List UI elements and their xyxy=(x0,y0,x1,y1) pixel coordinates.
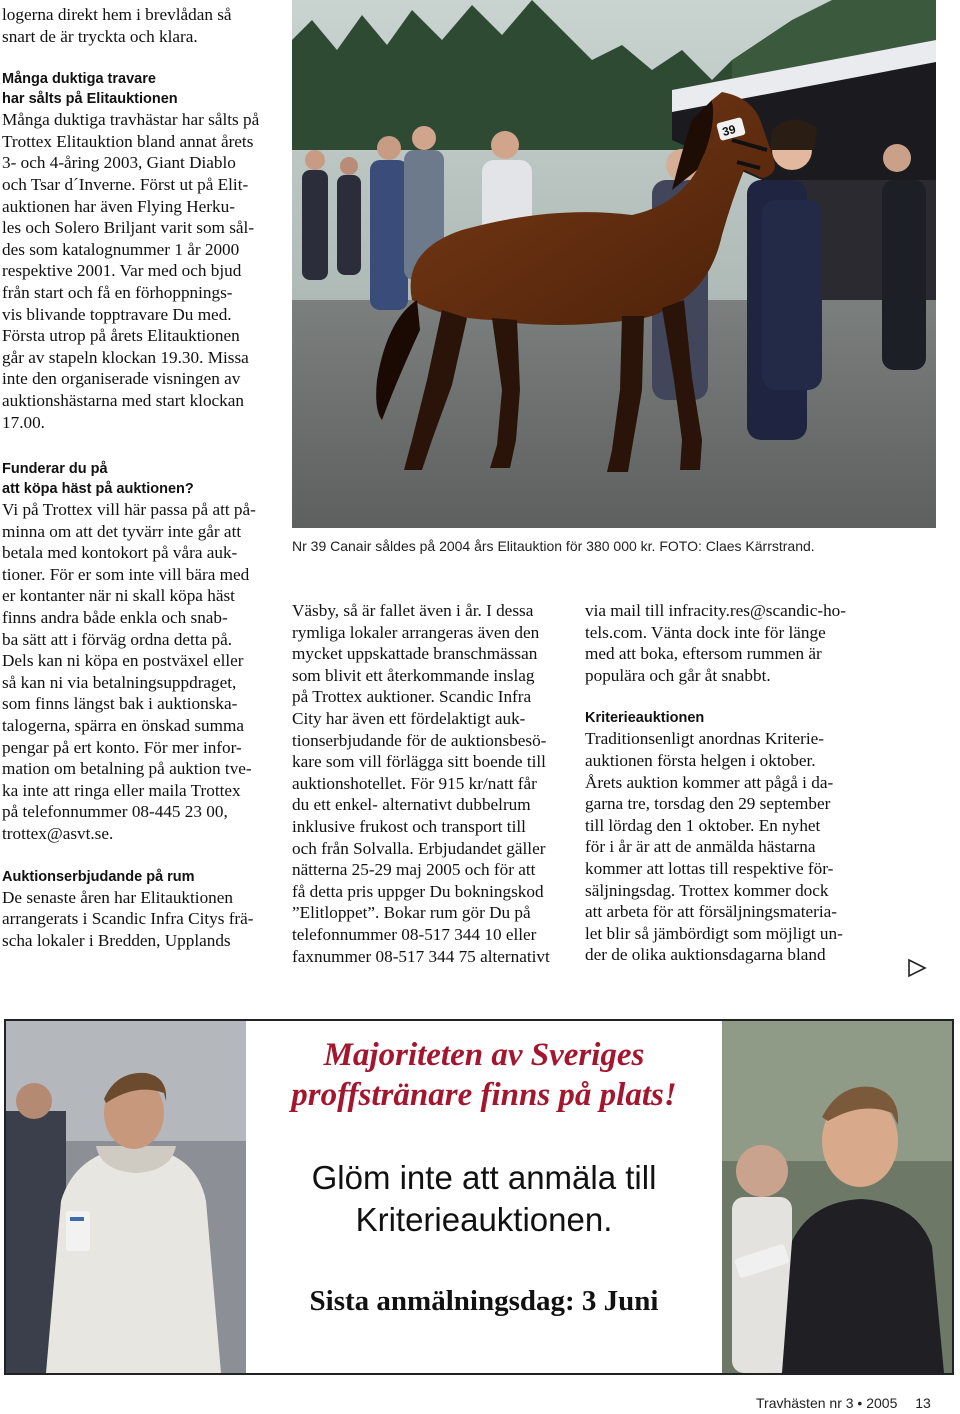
page-footer xyxy=(756,1395,931,1411)
continue-arrow-icon xyxy=(906,957,928,979)
intro-text xyxy=(2,4,274,47)
text-line: tionserbjudande för de auktionsbesö- xyxy=(292,730,547,750)
paragraph xyxy=(2,109,274,433)
text-line: på Trottex auktioner. Scandic Infra xyxy=(292,687,532,707)
text-line: går av stapeln klockan 19.30. Missa xyxy=(2,347,249,367)
publication-name: Travhästen nr 3 xyxy=(756,1395,854,1411)
text-line: till lördag den 1 oktober. En nyhet xyxy=(585,815,821,835)
text-line: kommer att lottas till respektive för- xyxy=(585,858,834,878)
article-column-2 xyxy=(292,600,564,967)
paragraph xyxy=(292,600,564,967)
section-heading xyxy=(2,459,274,499)
text-line: få detta pris uppger Du bokningskod xyxy=(292,881,544,901)
footer-separator: • xyxy=(857,1395,863,1411)
heading-line: Funderar du på xyxy=(2,461,108,478)
section-heading: Kriterieauktionen xyxy=(585,710,705,727)
text-line: populära och går åt snabbt. xyxy=(585,665,771,685)
text-line: pengar på ert konto. För mer infor- xyxy=(2,737,242,757)
text-line: auktionshotellet. För 915 kr/natt får xyxy=(292,773,537,793)
ad-body xyxy=(256,1157,712,1241)
kriterieauktionen-advertisement xyxy=(4,1019,954,1375)
trainer-photo-left xyxy=(6,1021,246,1373)
text-line: tioner. För er som inte vill bära med xyxy=(2,564,250,584)
text-line: som blivit ett återkommande inslag xyxy=(292,665,535,685)
text-line: finns andra både enkla och snab- xyxy=(2,608,228,628)
text-line: nätterna 25-29 maj 2005 och för att xyxy=(292,860,536,880)
ad-headline xyxy=(256,1035,712,1115)
article-column-3 xyxy=(585,600,875,966)
text-line: Vi på Trottex vill här passa på att på- xyxy=(2,500,256,520)
heading-line: att köpa häst på auktionen? xyxy=(2,481,194,498)
text-line: Första utrop på årets Elitauktionen xyxy=(2,326,240,346)
text-line: der de olika auktionsdagarna bland xyxy=(585,945,826,965)
ad-body-line: Glöm inte att anmäla till xyxy=(311,1159,657,1196)
text-line: minna om att det tyvärr inte går att xyxy=(2,521,242,541)
text-line: snart de är tryckta och klara. xyxy=(2,26,198,46)
text-line: let blir så jämbördigt som möjligt un- xyxy=(585,923,843,943)
text-line: auktionshästarna med start klockan xyxy=(2,390,244,410)
text-line: vis blivande topptravare Du med. xyxy=(2,304,232,324)
paragraph xyxy=(2,499,274,845)
paragraph xyxy=(585,728,875,966)
text-line: via mail till infracity.res@scandic-ho- xyxy=(585,601,846,620)
text-line: att arbeta för att försäljningsmateria- xyxy=(585,902,837,922)
text-line: 3- och 4-åring 2003, Giant Diablo xyxy=(2,153,236,173)
text-line: talogerna, spärra en önskad summa xyxy=(2,716,244,736)
text-line: Väsby, så är fallet även i år. I dessa xyxy=(292,601,534,620)
text-line: och från Solvalla. Erbjudandet gäller xyxy=(292,838,546,858)
text-line: Trottex Elitauktion bland annat årets xyxy=(2,131,254,151)
article-column-1 xyxy=(2,4,274,951)
text-line: mation om betalning på auktion tve- xyxy=(2,759,252,779)
paragraph xyxy=(2,887,274,952)
text-line: inte den organiserade visningen av xyxy=(2,369,241,389)
ad-body-line: Kriterieauktionen. xyxy=(355,1201,613,1238)
text-line: auktionen första helgen i oktober. xyxy=(585,750,816,770)
text-line: auktionen har även Flying Herku- xyxy=(2,196,235,216)
text-line: scha lokaler i Bredden, Upplands xyxy=(2,930,231,950)
text-line: så kan ni via betalningsuppdraget, xyxy=(2,672,237,692)
photo-caption: Nr 39 Canair såldes på 2004 års Elitauktion för 380 000 kr. FOTO: Claes Kärrstrand. xyxy=(292,538,815,554)
text-line: säljningsdag. Trottex kommer dock xyxy=(585,880,829,900)
trainer-photo-right xyxy=(722,1021,952,1373)
text-line: City har även ett fördelaktigt auk- xyxy=(292,708,526,728)
text-line: des som katalognummer 1 år 2000 xyxy=(2,239,240,259)
text-line: Många duktiga travhästar har sålts på xyxy=(2,110,260,130)
horse-photo-illustration xyxy=(292,0,936,528)
text-line: les och Solero Briljant varit som sål- xyxy=(2,218,255,238)
text-line: kare som vill förlägga sitt boende till xyxy=(292,752,546,772)
text-line: ”Elitloppet”. Bokar rum gör Du på xyxy=(292,903,531,923)
text-line: faxnummer 08-517 344 75 alternativt xyxy=(292,946,550,966)
text-line: från start och få en förhoppnings- xyxy=(2,282,233,302)
text-line: De senaste åren har Elitauktionen xyxy=(2,887,233,907)
text-line: du ett enkel- alternativt dubbelrum xyxy=(292,795,531,815)
text-line: logerna direkt hem i brevlådan så xyxy=(2,5,232,24)
text-line: trottex@asvt.se. xyxy=(2,824,114,843)
page-number: 13 xyxy=(915,1395,931,1411)
heading-line: Många duktiga travare xyxy=(2,71,156,88)
text-line: ka inte att ringa eller maila Trottex xyxy=(2,780,241,800)
horse-number-tag: 39 xyxy=(720,122,738,140)
text-line: respektive 2001. Var med och bjud xyxy=(2,261,242,281)
text-line: och Tsar d´Inverne. Först ut på Elit- xyxy=(2,174,249,194)
text-line: betala med kontokort på våra auk- xyxy=(2,543,238,563)
text-line: er kontanter när ni skall köpa häst xyxy=(2,586,235,606)
text-line: Dels kan ni köpa en postväxel eller xyxy=(2,651,244,671)
text-line: tels.com. Vänta dock inte för länge xyxy=(585,622,826,642)
ad-deadline: Sista anmälningsdag: 3 Juni xyxy=(309,1285,659,1317)
text-line: Årets auktion kommer att pågå i da- xyxy=(585,772,834,792)
text-line: 17.00. xyxy=(2,412,45,432)
ad-headline-line: Majoriteten av Sveriges xyxy=(323,1037,645,1073)
text-line: ba sätt att i förväg ordna detta på. xyxy=(2,629,233,649)
heading-line: har sålts på Elitauktionen xyxy=(2,91,178,108)
text-line: Traditionsenligt anordnas Kriterie- xyxy=(585,729,824,749)
text-line: rymliga lokaler arrangeras även den xyxy=(292,622,540,642)
text-line: inklusive frukost och transport till xyxy=(292,816,526,836)
text-line: arrangerats i Scandic Infra Citys frä- xyxy=(2,909,254,929)
horse-auction-photo xyxy=(292,0,936,528)
text-line: mycket uppskattade branschmässan xyxy=(292,644,538,664)
text-line: telefonnummer 08-517 344 10 eller xyxy=(292,924,537,944)
text-line: som finns längst bak i auktionska- xyxy=(2,694,238,714)
text-line: på telefonnummer 08-445 23 00, xyxy=(2,802,228,822)
section-heading: Auktionserbjudande på rum xyxy=(2,868,195,885)
publication-year: 2005 xyxy=(866,1395,898,1411)
paragraph xyxy=(585,600,875,686)
text-line: för i år är att de anmälda hästarna xyxy=(585,837,816,857)
section-heading xyxy=(2,69,274,109)
text-line: garna tre, torsdag den 29 september xyxy=(585,794,831,814)
ad-headline-line: proffstränare finns på plats! xyxy=(291,1077,677,1113)
text-line: med att boka, eftersom rummen är xyxy=(585,644,822,664)
